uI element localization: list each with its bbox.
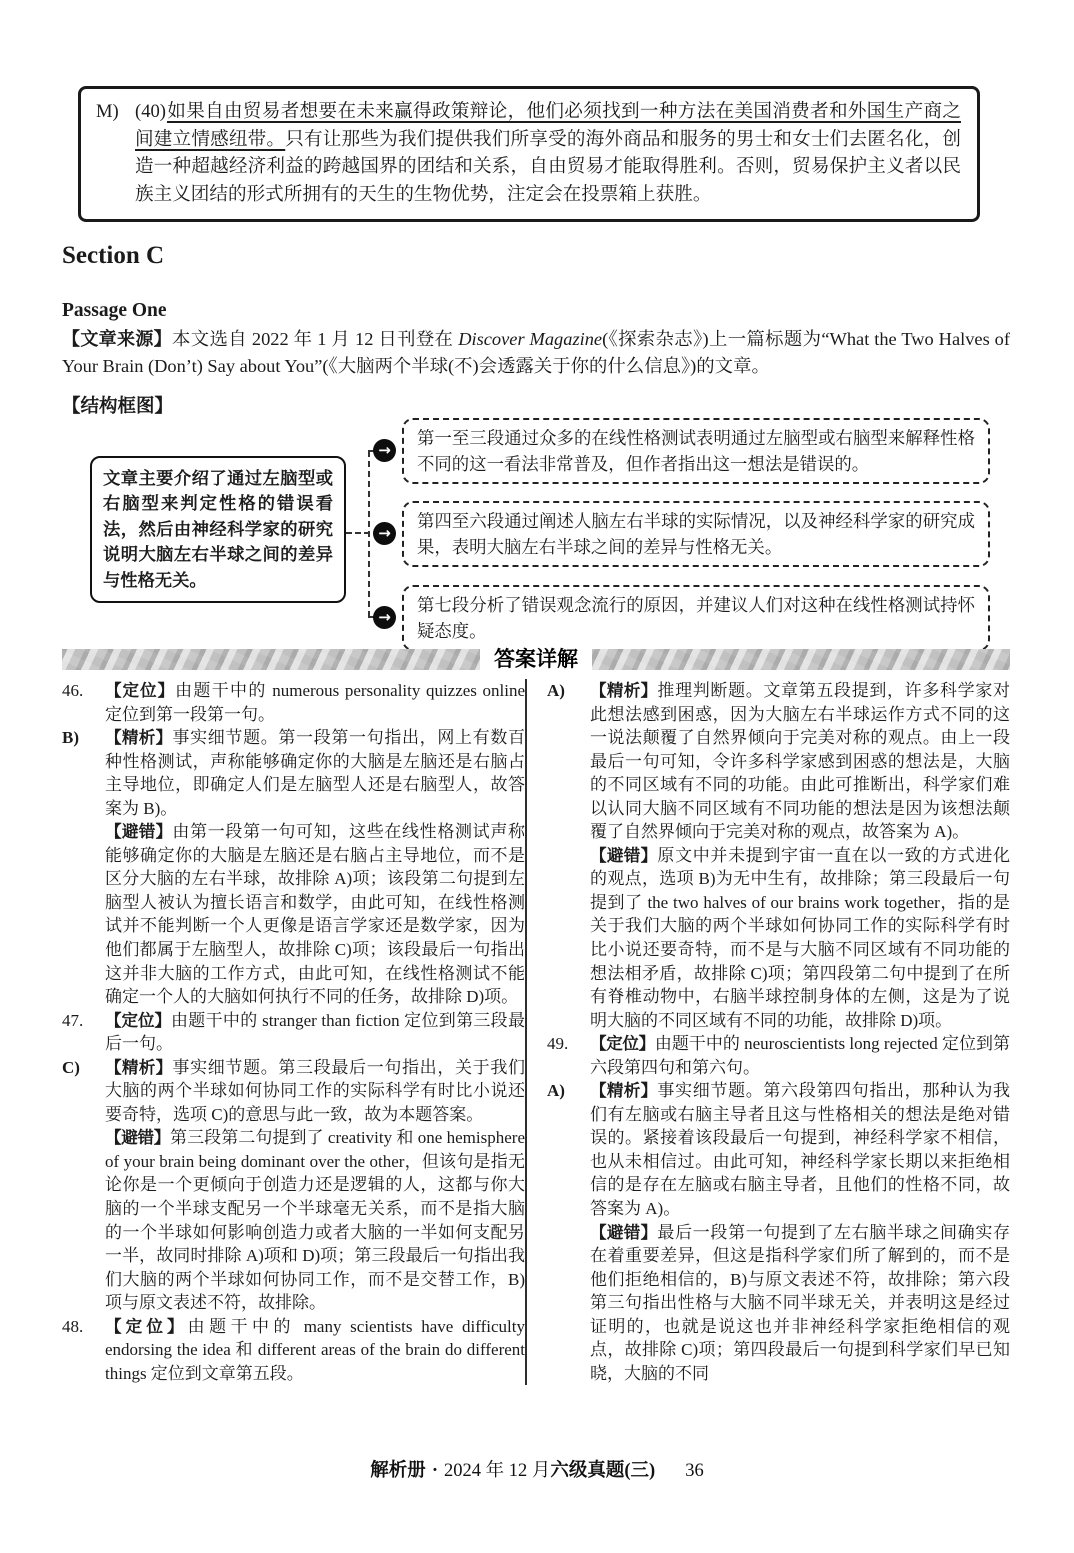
avoid-tag: 【避错】 (590, 1222, 658, 1242)
arrow-glyph: → (378, 441, 391, 459)
answer-text: 事实细节题。第三段最后一句指出，关于我们大脑的两个半球如何协同工作的实际科学有时比小说还要奇特，选项 C)的意思与此一致，故为本题答案。 (105, 1057, 525, 1124)
passage-title: Passage One (62, 300, 167, 321)
analysis-tag: 【精析】 (590, 681, 658, 700)
circle-arrow-icon (373, 522, 396, 545)
item-number: 47. (62, 1010, 84, 1030)
paragraph-marker: M) (96, 101, 119, 122)
source-post: (《探索杂志》)上一篇标题为“What the Two Halves of Your Brain (Don’t) Say about You”(《大脑两个半球(不)会透露关于你的什么信息》)的文章。 (62, 329, 1011, 376)
circle-arrow-icon (373, 606, 396, 629)
answer-text: 由第一段第一句可知，这些在线性格测试声称能够确定你的大脑是左脑还是右脑占主导地位，而不是区分大脑的左右半球，故排除 A)项；该段第二句提到左脑型人被认为擅长语言和数学，由此可知，在线性格测试并不能判断一个人更像是语言学家还是数学家，因为他们都属于左脑型人，故排除 C)项；该段最后一句指出这并非大脑的工作方式，由此可知，在线性格测试不能确定一个人的大脑如何执行不同的任务，故排除 D)项。 (105, 822, 525, 1007)
option-letter: A) (547, 681, 565, 700)
question-number: (40) (135, 101, 166, 122)
answer-text: 原文中并未提到宇宙一直在以一致的方式进化的观点，选项 B)为无中生有，故排除；第三段最后一句提到了 the two halves of our brains work together，指的是关于我们大脑的两个半球如何协同工作的实际科学有时比小说还要奇特，而不是与大脑不同区域有不同功能的想法相矛盾，故排除 C)项；第四段第二句中提到了在所有脊椎动物中，右脑半球控制身体的左侧，这是为了说明大脑的不同区域有不同的功能，故排除 D)项。 (590, 845, 1010, 1030)
item-number: 48. (62, 1316, 84, 1336)
answer-text: 事实细节题。第一段第一句指出，网上有数百种性格测试，声称能够确定你的大脑是左脑还是右脑占主导地位，即确定人们是左脑型人还是右脑型人，故答案为 B)。 (105, 728, 525, 818)
avoid-tag: 【避错】 (105, 822, 173, 842)
avoid-tag: 【避错】 (590, 845, 658, 865)
source-label: 【文章来源】 (62, 329, 173, 349)
locate-tag: 【定位】 (105, 1010, 171, 1030)
translation-box (78, 86, 980, 222)
answer-46-analysis (62, 726, 525, 820)
answer-47-locate (62, 1009, 525, 1056)
footer-date: 2024 年 12 月 (443, 1461, 551, 1481)
answer-text: 推理判断题。文章第五段提到，许多科学家对此想法感到困惑，因为大脑左右半球运作方式不同的这一说法颠覆了自然界倾向于完美对称的观点。由上一段最后一句可知，令许多科学家感到困惑的想法是，大脑的不同区域有不同的功能。由此可推断出，科学家们难以认同大脑不同区域有不同功能的想法是因为该想法颠覆了自然界倾向于完美对称的观点，故答案为 A)。 (590, 681, 1010, 842)
structure-diagram-label: 【结构框图】 (62, 395, 174, 416)
footer-dot-separator: · (431, 1461, 438, 1481)
answer-text: 由题干中的 stranger than fiction 定位到第三段最后一句。 (105, 1010, 525, 1054)
answers-columns (62, 679, 1010, 1385)
footer-book-title: 解析册 (370, 1461, 426, 1481)
arrow-glyph: → (378, 608, 391, 626)
answers-header-title: 答案详解 (480, 648, 592, 672)
answer-49-avoid (547, 1221, 1010, 1386)
answer-text: 第三段第二句提到了 creativity 和 one hemisphere of your brain being dominant over the other，但该句是指无论你是一个更倾向于创造力还是逻辑的人，这都与你大脑的一个半球支配另一个半球毫无关系，而不是指大脑的一个半球如何影响创造力或者大脑的一半如何支配另一半，故同时排除 A)项和 D)项；第三段最后一句指出我们大脑的两个半球如何协同工作，而不是交替工作，B)项与原文表述不符，故排除。 (105, 1128, 525, 1313)
locate-tag: 【定位】 (105, 1316, 188, 1336)
answer-49-locate (547, 1032, 1010, 1079)
translation-rest: 只有让那些为我们提供我们所享受的海外商品和服务的男士和女士们去匿名化，创造一种超越经济利益的跨越国界的团结和关系，自由贸易才能取得胜利。否则，贸易保护主义者以民族主义团结的形式所拥有的天生的生物优势，注定会在投票箱上获胜。 (135, 128, 961, 205)
answers-column-right (525, 679, 1010, 1385)
answer-49-analysis (547, 1079, 1010, 1220)
answer-47-analysis (62, 1056, 525, 1127)
footer-exam-name: 六级真题(三) (550, 1461, 656, 1481)
locate-tag: 【定位】 (590, 1034, 655, 1054)
avoid-tag: 【避错】 (105, 1128, 171, 1148)
answer-text: 由题干中的 many scientists have difficulty endorsing the idea 和 different areas of the brain do different things 定位到文章第五段。 (105, 1316, 525, 1383)
analysis-tag: 【精析】 (105, 1057, 173, 1077)
locate-tag: 【定位】 (105, 681, 176, 700)
structure-flowchart (62, 418, 1012, 656)
answers-header-band (62, 649, 1010, 670)
page-number: 36 (685, 1461, 704, 1481)
section-title: Section C (62, 242, 165, 269)
answers-column-left (62, 679, 525, 1385)
branch-box-3: 第七段分析了错误观念流行的原因，并建议人们对这种在线性格测试持怀疑态度。 (402, 585, 990, 651)
magazine-title: Discover Magazine (458, 329, 603, 349)
arrow-glyph: → (378, 524, 391, 542)
answer-48-analysis (547, 679, 1010, 844)
summary-box: 文章主要介绍了通过左脑型或右脑型来判定性格的错误看法，然后由神经科学家的研究说明大脑左右半球之间的差异与性格无关。 (90, 456, 346, 603)
answer-46-avoid (62, 820, 525, 1008)
branch-box-1: 第一至三段通过众多的在线性格测试表明通过左脑型或右脑型来解释性格不同的这一看法非常普及，但作者指出这一想法是错误的。 (402, 418, 990, 484)
source-pre: 本文选自 2022 年 1 月 12 日刊登在 (172, 329, 459, 349)
item-number: 46. (62, 681, 84, 700)
answer-48-locate (62, 1315, 525, 1386)
connector-line (368, 451, 370, 617)
option-letter: B) (62, 728, 79, 748)
answer-text: 由题干中的 neuroscientists long rejected 定位到第六段第四句和第六句。 (590, 1034, 1010, 1077)
answer-47-avoid (62, 1126, 525, 1314)
answer-text: 由题干中的 numerous personality quizzes online 定位到第一段第一句。 (105, 681, 525, 724)
item-number: 49. (547, 1034, 569, 1054)
source-paragraph (62, 326, 1010, 380)
analysis-tag: 【精析】 (590, 1081, 658, 1101)
answer-48-avoid (547, 844, 1010, 1032)
option-letter: C) (62, 1057, 80, 1077)
branch-box-2: 第四至六段通过阐述人脑左右半球的实际情况，以及神经科学家的研究成果，表明大脑左右半球之间的差异与性格无关。 (402, 501, 990, 567)
analysis-tag: 【精析】 (105, 728, 173, 748)
connector-line (346, 532, 370, 534)
answer-text: 最后一段第一句提到了左右脑半球之间确实存在着重要差异，但这是指科学家们所了解到的，而不是他们拒绝相信的，B)与原文表述不符，故排除；第六段第三句指出性格与大脑不同半球无关，并表明这是经过证明的，也就是说这也并非神经科学家拒绝相信的观点，故排除 C)项；第四段最后一句提到科学家们早已知晓，大脑的不同 (590, 1222, 1010, 1383)
underlined-answer-sentence: 如果自由贸易者想要在未来赢得政策辩论，他们必须找到一种方法在美国消费者和外国生产商之间建立情感纽带。 (135, 101, 961, 150)
option-letter: A) (547, 1081, 565, 1101)
circle-arrow-icon (373, 439, 396, 462)
answer-46-locate (62, 679, 525, 726)
page-footer (0, 1456, 1074, 1482)
answer-text: 事实细节题。第六段第四句指出，那种认为我们有左脑或右脑主导者且这与性格相关的想法是绝对错误的。紧接着该段最后一句提到，神经科学家不相信，也从未相信过。由此可知，神经科学家长期以来拒绝相信的是存在左脑或右脑主导者，且他们的性格不同，故答案为 A)。 (590, 1081, 1010, 1219)
